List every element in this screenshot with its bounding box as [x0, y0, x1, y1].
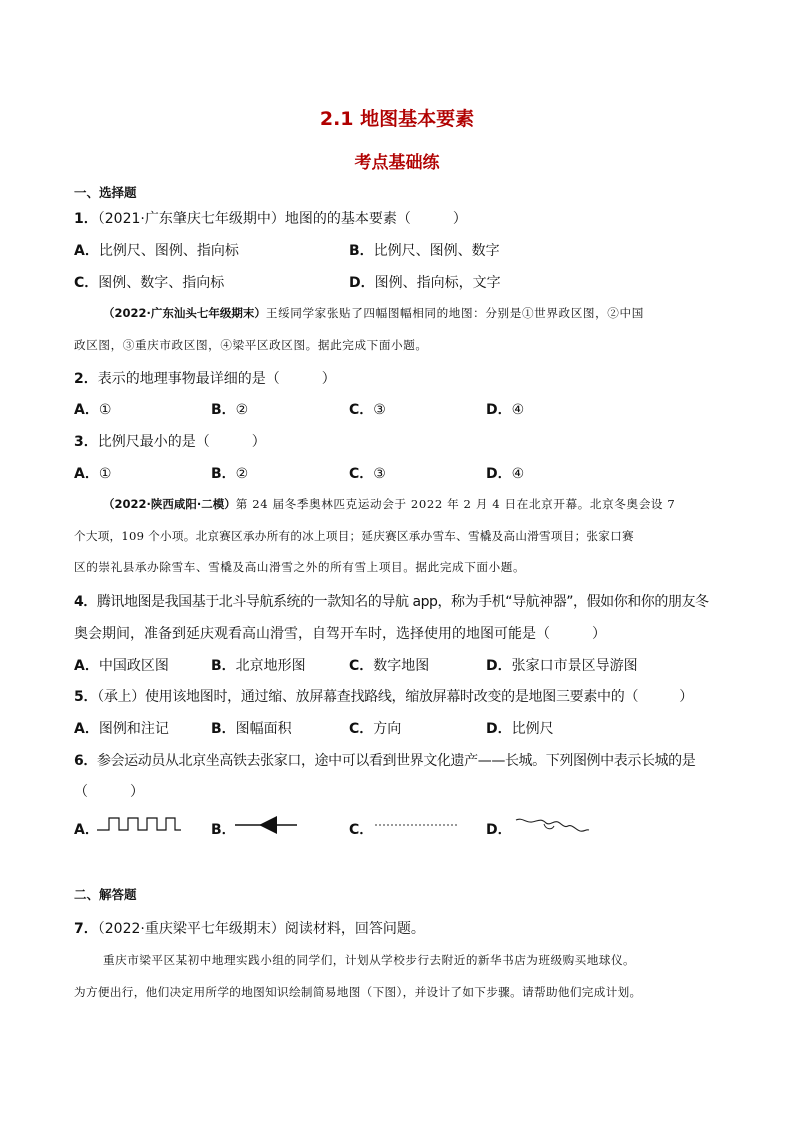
q2-option-d: D．④ — [486, 402, 525, 418]
question-7-material-line-2: 为方便出行，他们决定用所学的地图知识绘制简易地图（下图），并设计了如下步骤。请帮助他们完成计划。 — [74, 985, 642, 999]
q5-option-a: A．图例和注记 — [74, 721, 169, 737]
material-2-line-2: 个大项，109 个小项。北京赛区承办所有的冰上项目；延庆赛区承办雪车、雪橇及高山滑雪项目；张家口赛 — [74, 529, 634, 543]
section-heading-choice: 一、选择题 — [74, 185, 137, 200]
great-wall-crenellation-symbol — [97, 816, 181, 832]
q6-option-a-label: A． — [74, 822, 99, 838]
q4-option-d: D．张家口市景区导游图 — [486, 658, 638, 674]
question-number: 1． — [74, 211, 98, 227]
material-source: （2022·广东汕头七年级期末） — [103, 306, 266, 320]
question-3: 3．比例尺最小的是（ ） — [74, 434, 266, 450]
question-7-material-line-1: 重庆市梁平区某初中地理实践小组的同学们，计划从学校步行去附近的新华书店为班级购买地球仪。 — [103, 953, 636, 967]
question-4-line-1: 4．腾讯地图是我国基于北斗导航系统的一款知名的导航 app，称为手机“导航神器”，假如你和你的朋友冬 — [74, 594, 709, 610]
question-6-line-2: （ ） — [74, 784, 144, 800]
material-1-line-1: （2022·广东汕头七年级期末）王绥同学家张贴了四幅图幅相同的地图：分别是①世界政区图，②中国 — [103, 306, 644, 320]
q1-option-a: A．比例尺、图例、指向标 — [74, 243, 239, 259]
material-1-line-2: 政区图，③重庆市政区图，④梁平区政区图。据此完成下面小题。 — [74, 338, 428, 352]
q5-option-d: D．比例尺 — [486, 721, 554, 737]
document-title: 2.1 地图基本要素 — [319, 108, 475, 130]
q3-option-b: B．② — [211, 466, 249, 482]
material-2-line-1: （2022·陕西咸阳·二模）第 24 届冬季奥林匹克运动会于 2022 年 2 月 4 日在北京开幕。北京冬奥会设 7 — [103, 497, 676, 511]
q4-option-a: A．中国政区图 — [74, 658, 169, 674]
q5-option-c: C．方向 — [349, 721, 402, 737]
q1-option-c: C．图例、数字、指向标 — [74, 275, 225, 291]
question-text: （2021·广东肇庆七年级期中）地图的的基本要素（ ） — [97, 211, 467, 227]
q1-option-b: B．比例尺、图例、数字 — [349, 243, 500, 259]
material-source: （2022·陕西咸阳·二模） — [103, 497, 236, 511]
q1-option-d: D．图例、指向标，文字 — [349, 275, 501, 291]
q5-option-b: B．图幅面积 — [211, 721, 292, 737]
dashed-line-symbol — [375, 823, 457, 827]
question-5: 5．（承上）使用该地图时，通过缩、放屏幕查找路线，缩放屏幕时改变的是地图三要素中的（ ） — [74, 689, 693, 705]
question-7: 7．（2022·重庆梁平七年级期末）阅读材料，回答问题。 — [74, 921, 425, 937]
q2-option-b: B．② — [211, 402, 249, 418]
q4-option-b: B．北京地形图 — [211, 658, 306, 674]
question-2: 2．表示的地理事物最详细的是（ ） — [74, 371, 336, 387]
question-1 — [74, 208, 467, 228]
q6-option-b-label: B． — [211, 822, 236, 838]
q3-option-c: C．③ — [349, 466, 386, 482]
q2-option-a: A．① — [74, 402, 112, 418]
q4-option-c: C．数字地图 — [349, 658, 430, 674]
question-4-line-2: 奥会期间，准备到延庆观看高山滑雪，自驾开车时，选择使用的地图可能是（ ） — [74, 626, 606, 642]
q6-option-c-label: C． — [349, 822, 374, 838]
question-6-line-1: 6．参会运动员从北京坐高铁去张家口，途中可以看到世界文化遗产——长城。下列图例中表示长城的是 — [74, 753, 696, 769]
section-heading-answer: 二、解答题 — [74, 887, 137, 902]
document-subtitle: 考点基础练 — [354, 153, 440, 173]
q6-option-d-label: D． — [486, 822, 512, 838]
river-curve-symbol — [514, 814, 590, 836]
material-2-line-3: 区的崇礼县承办除雪车、雪橇及高山滑雪之外的所有雪上项目。据此完成下面小题。 — [74, 560, 526, 574]
arrow-line-symbol — [235, 815, 297, 835]
q3-option-d: D．④ — [486, 466, 525, 482]
q2-option-c: C．③ — [349, 402, 386, 418]
q3-option-a: A．① — [74, 466, 112, 482]
